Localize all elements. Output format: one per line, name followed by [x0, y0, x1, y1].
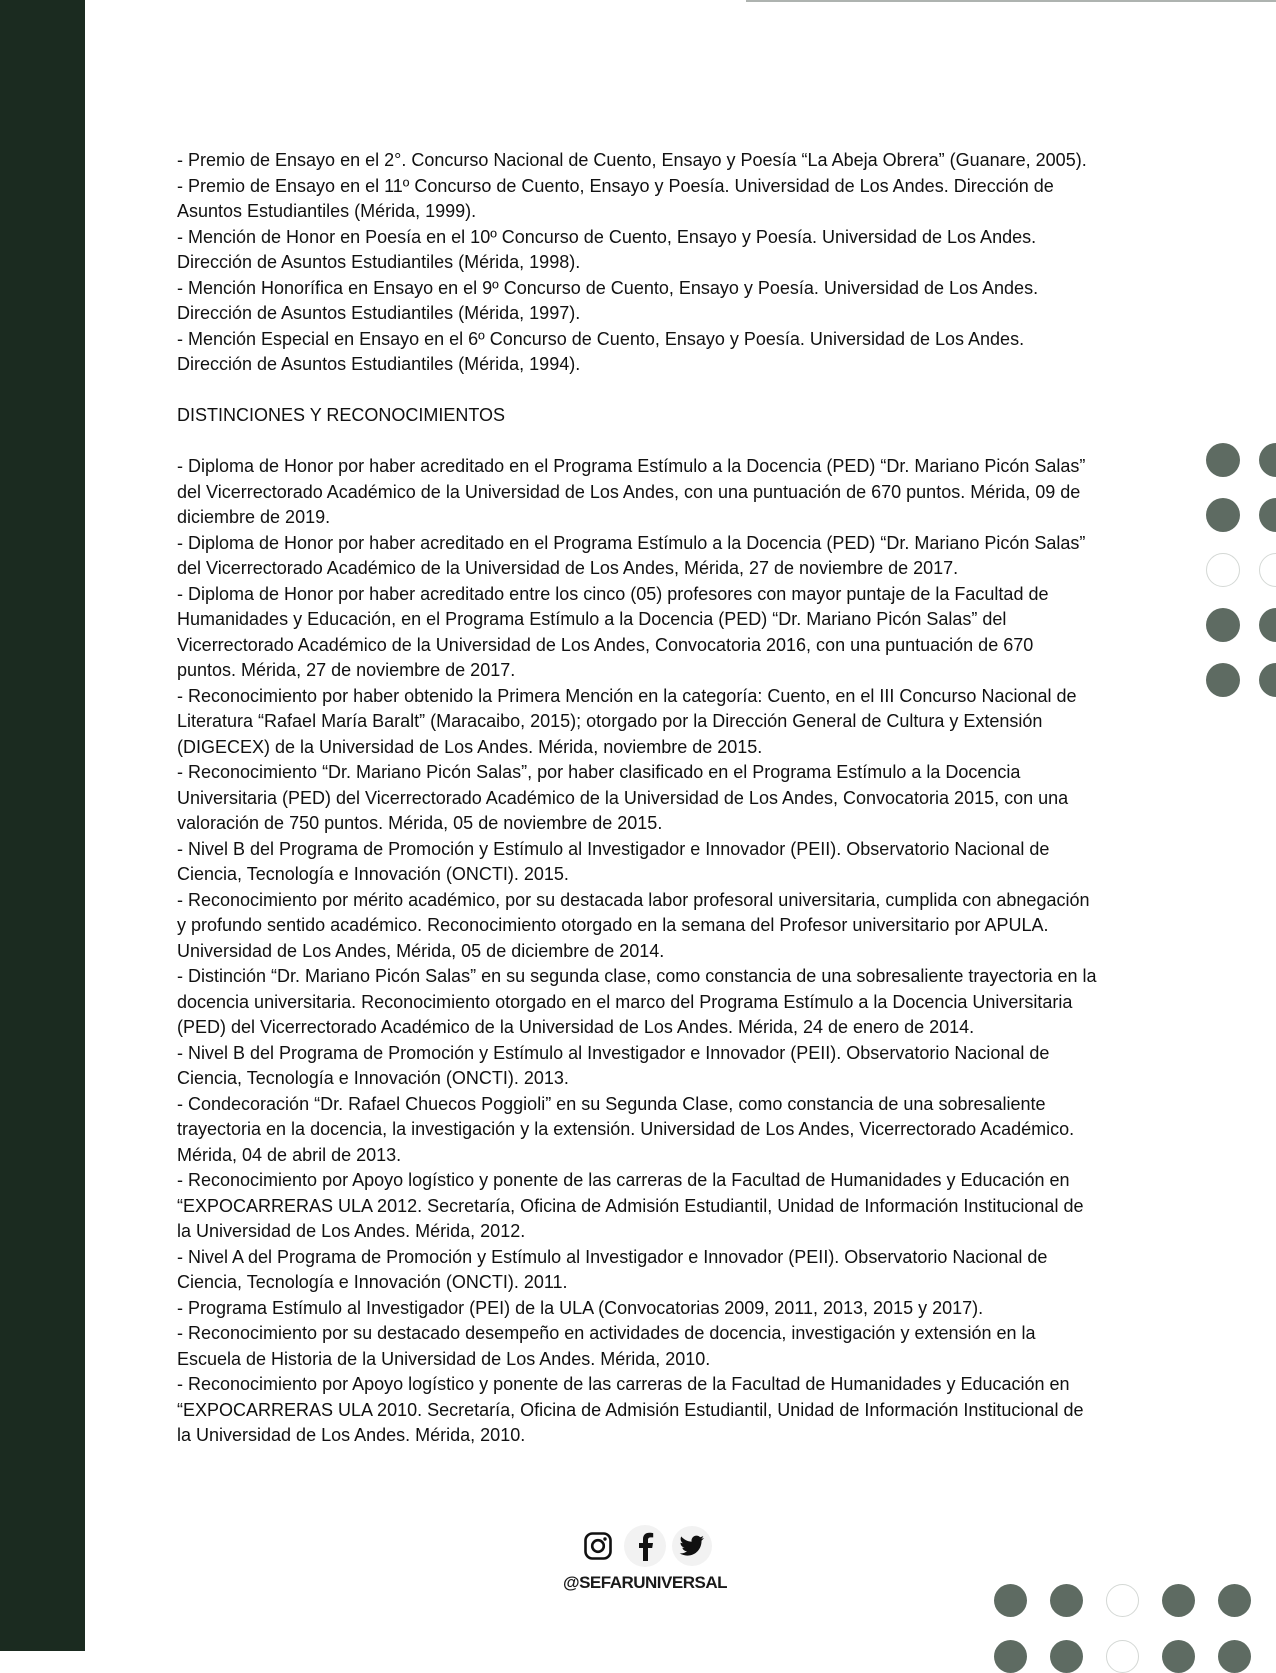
- decorative-dot: [1162, 1584, 1195, 1617]
- distincion-item: - Reconocimiento por mérito académico, por su destacada labor profesoral universitaria, cumplida con abnegación y profundo sentido académico. Reconocimiento otorgado en la semana del Profesor universitario por APULA. Universidad de Los Andes, Mérida, 05 de diciembre de 2014.: [177, 889, 1090, 961]
- decorative-dot: [1259, 443, 1276, 477]
- decorative-dot: [1050, 1584, 1083, 1617]
- decorative-dot-hollow: [1206, 553, 1240, 587]
- facebook-icon[interactable]: [624, 1525, 666, 1567]
- decorative-dot: [1259, 498, 1276, 532]
- distincion-item: - Reconocimiento por Apoyo logístico y ponente de las carreras de la Facultad de Humanidades y Educación en “EXPOCARRERAS ULA 2012. Secretaría, Oficina de Admisión Estudiantil, Unidad de Información Institucional de la Universidad de Los Andes. Mérida, 2012.: [177, 1170, 1084, 1241]
- decorative-dot-hollow: [1106, 1640, 1139, 1673]
- decorative-dots-right: [1206, 443, 1276, 697]
- document-body: [177, 148, 1097, 1449]
- distincion-item: - Nivel B del Programa de Promoción y Estímulo al Investigador e Innovador (PEII). Observatorio Nacional de Ciencia, Tecnología e Innovación (ONCTI). 2013.: [177, 1042, 1050, 1088]
- decorative-dots-bottom: [994, 1584, 1251, 1673]
- section-heading-distinciones: DISTINCIONES Y RECONOCIMIENTOS: [177, 405, 506, 425]
- distincion-item: - Reconocimiento por haber obtenido la Primera Mención en la categoría: Cuento, en el III Concurso Nacional de Literatura “Rafael María Baralt” (Maracaibo, 2015); otorgado por la Dirección General de Cultura y Extensión (DIGECEX) de la Universidad de Los Andes. Mérida, noviembre de 2015.: [177, 685, 1077, 757]
- distincion-item: - Distinción “Dr. Mariano Picón Salas” en su segunda clase, como constancia de una sobresaliente trayectoria en la docencia universitaria. Reconocimiento otorgado en el marco del Programa Estímulo a la Docencia Universitaria (PED) del Vicerrectorado Académico de la Universidad de Los Andes. Mérida, 24 de enero de 2014.: [177, 966, 1097, 1037]
- premio-item: - Premio de Ensayo en el 11º Concurso de Cuento, Ensayo y Poesía. Universidad de Los Andes. Dirección de Asuntos Estudiantiles (Mérida, 1999).: [177, 175, 1054, 221]
- decorative-dot: [994, 1584, 1027, 1617]
- social-footer: [560, 1523, 730, 1593]
- instagram-icon[interactable]: [578, 1526, 618, 1566]
- top-divider: [746, 0, 1276, 2]
- decorative-dot: [1050, 1640, 1083, 1673]
- premio-item: - Premio de Ensayo en el 2°. Concurso Nacional de Cuento, Ensayo y Poesía “La Abeja Obrera” (Guanare, 2005).: [177, 150, 1087, 170]
- decorative-dot: [1259, 608, 1276, 642]
- premio-item: - Mención Especial en Ensayo en el 6º Concurso de Cuento, Ensayo y Poesía. Universidad de Los Andes. Dirección de Asuntos Estudiantiles (Mérida, 1994).: [177, 328, 1025, 374]
- distincion-item: - Programa Estímulo al Investigador (PEI) de la ULA (Convocatorias 2009, 2011, 2013, 2015 y 2017).: [177, 1297, 984, 1318]
- distincion-item: - Reconocimiento “Dr. Mariano Picón Salas”, por haber clasificado en el Programa Estímulo a la Docencia Universitaria (PED) del Vicerrectorado Académico de la Universidad de Los Andes, Convocatoria 2015, con una valoración de 750 puntos. Mérida, 05 de noviembre de 2015.: [177, 762, 1069, 833]
- social-handle[interactable]: @SEFARUNIVERSAL: [563, 1573, 727, 1592]
- decorative-dot: [1218, 1640, 1251, 1673]
- premio-item: - Mención de Honor en Poesía en el 10º Concurso de Cuento, Ensayo y Poesía. Universidad de Los Andes. Dirección de Asuntos Estudiantiles (Mérida, 1998).: [177, 226, 1037, 272]
- social-icons: [560, 1523, 730, 1569]
- distincion-item: - Diploma de Honor por haber acreditado entre los cinco (05) profesores con mayor puntaje de la Facultad de Humanidades y Educación, en el Programa Estímulo a la Docencia (PED) “Dr. Mariano Picón Salas” del Vicerrectorado Académico de la Universidad de Los Andes, Convocatoria 2016, con una puntuación de 670 puntos. Mérida, 27 de noviembre de 2017.: [177, 583, 1049, 680]
- decorative-dot: [1259, 663, 1276, 697]
- distincion-item: - Reconocimiento por Apoyo logístico y ponente de las carreras de la Facultad de Humanidades y Educación en “EXPOCARRERAS ULA 2010. Secretaría, Oficina de Admisión Estudiantil, Unidad de Información Institucional de la Universidad de Los Andes. Mérida, 2010.: [177, 1374, 1084, 1445]
- decorative-dot: [1218, 1584, 1251, 1617]
- decorative-dot: [1206, 608, 1240, 642]
- decorative-dot: [1206, 663, 1240, 697]
- twitter-icon[interactable]: [672, 1526, 712, 1566]
- decorative-dot: [1162, 1640, 1195, 1673]
- distincion-item: - Reconocimiento por su destacado desempeño en actividades de docencia, investigación y extensión en la Escuela de Historia de la Universidad de Los Andes. Mérida, 2010.: [177, 1323, 1036, 1369]
- left-sidebar-band: [0, 0, 85, 1651]
- decorative-dot: [1206, 498, 1240, 532]
- distincion-item: - Nivel A del Programa de Promoción y Estímulo al Investigador e Innovador (PEII). Observatorio Nacional de Ciencia, Tecnología e Innovación (ONCTI). 2011.: [177, 1246, 1048, 1292]
- distincion-item: - Nivel B del Programa de Promoción y Estímulo al Investigador e Innovador (PEII). Observatorio Nacional de Ciencia, Tecnología e Innovación (ONCTI). 2015.: [177, 838, 1050, 884]
- distincion-item: - Diploma de Honor por haber acreditado en el Programa Estímulo a la Docencia (PED) “Dr. Mariano Picón Salas” del Vicerrectorado Académico de la Universidad de Los Andes, con una puntuación de 670 puntos. Mérida, 09 de diciembre de 2019.: [177, 456, 1086, 527]
- decorative-dot: [1206, 443, 1240, 477]
- distincion-item: - Condecoración “Dr. Rafael Chuecos Poggioli” en su Segunda Clase, como constancia de una sobresaliente trayectoria en la docencia, la investigación y la extensión. Universidad de Los Andes, Vicerrectorado Académico. Mérida, 04 de abril de 2013.: [177, 1093, 1075, 1165]
- premio-item: - Mención Honorífica en Ensayo en el 9º Concurso de Cuento, Ensayo y Poesía. Universidad de Los Andes. Dirección de Asuntos Estudiantiles (Mérida, 1997).: [177, 277, 1039, 323]
- decorative-dot-hollow: [1106, 1584, 1139, 1617]
- distincion-item: - Diploma de Honor por haber acreditado en el Programa Estímulo a la Docencia (PED) “Dr. Mariano Picón Salas” del Vicerrectorado Académico de la Universidad de Los Andes, Mérida, 27 de noviembre de 2017.: [177, 532, 1086, 578]
- decorative-dot-hollow: [1259, 553, 1276, 587]
- decorative-dot: [994, 1640, 1027, 1673]
